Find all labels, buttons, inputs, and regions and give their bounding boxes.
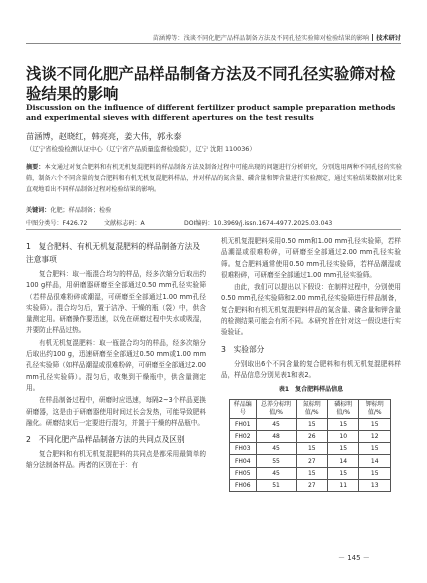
table-cell: 15 xyxy=(359,467,391,479)
paragraph: 在样品制备过程中，研磨时应迅速，每隔2~3个样品更换研磨器，这是由于研磨器使用时间过长会发热，可能导致肥料融化。研磨结束后一定要进行混匀，并置于干燥的样品瓶中。 xyxy=(26,396,206,427)
table-cell: 15 xyxy=(296,418,327,430)
document-code: 文献标志码：A xyxy=(104,220,145,227)
article-meta xyxy=(26,218,332,227)
affiliation: （辽宁省检验检测认证中心（辽宁省产品质量监督检验院），辽宁 沈阳 110036） xyxy=(26,145,256,153)
table-cell: 45 xyxy=(256,467,296,479)
abstract-text: 本文通过对复合肥料和有机无机复混肥料的样品制备方法及制备过程中可能出现的问题进行分析研究，分别选用两种不同孔径的实验筛，制备六个不同含量的复合肥料和有机无机复混肥料样品，并对样品的氮含量、磷含量和钾含量进行实验测定，通过实验结果数据对比来直观地看出不同样品制备过程对检验结果的影响。 xyxy=(26,164,403,193)
table-cell: 55 xyxy=(256,455,296,467)
running-head-text: 苗涵博等：浅谈不同化肥产品样品制备方法及不同孔径实验筛对检验结果的影响 xyxy=(152,35,370,42)
table-cell: 51 xyxy=(256,480,296,492)
abstract xyxy=(26,163,402,195)
table-cell: 15 xyxy=(359,443,391,455)
paragraph: 复合肥料：取一瓶混合均匀的样品，经多次缩分后取出约100 g样品，用研磨器研磨至全部通过0.50 mm孔径实验筛（若样品很难粉碎或潮湿，可研磨至全部通过1.00 mm孔径实验筛）。混合均匀后，置于洁净、干燥的瓶（袋）中，供含量测定用。研磨操作要迅速，以免在研磨过程中失水或吸湿，并要防止样品过热。 xyxy=(26,270,206,335)
keywords-label: 关键词： xyxy=(26,207,51,214)
table-cell: 45 xyxy=(256,443,296,455)
paragraph: 机无机复混肥料采用0.50 mm和1.00 mm孔径实验筛，若样品潮湿或很难粉碎，可研磨至全部通过2.00 mm孔径实验筛。复合肥料通常使用0.50 mm孔径实验筛，若样品潮湿或很难粉碎，可研磨至全部通过1.00 mm孔径实验筛。 xyxy=(221,237,401,279)
table-cell: 48 xyxy=(256,430,296,442)
table-row xyxy=(230,430,391,442)
table-cell: FH04 xyxy=(230,455,257,467)
table-cell: FH01 xyxy=(230,418,257,430)
table-row xyxy=(230,418,391,430)
table-cell: FH06 xyxy=(230,480,257,492)
header-rule xyxy=(26,43,401,44)
running-head-column: 技术研讨 xyxy=(376,35,401,42)
page-number: － 145 － xyxy=(338,554,370,562)
table-cell: 10 xyxy=(328,430,359,442)
author-list: 苗涵博，赵晓红，韩亮亮，姜大伟，郭永泰 xyxy=(26,131,182,141)
section-heading-1: 1 复合肥料、有机无机复混肥料的样品制备方法及注意事项 xyxy=(26,242,201,264)
table-cell: 11 xyxy=(328,480,359,492)
clc-number: 中图分类号：F426.72 xyxy=(26,220,88,227)
running-head-divider xyxy=(372,34,373,41)
table-cell: 14 xyxy=(359,455,391,467)
table-cell: FH02 xyxy=(230,430,257,442)
table-cell: 15 xyxy=(328,467,359,479)
table-caption: 表1 复合肥料样品信息 xyxy=(278,386,344,394)
title-chinese: 浅谈不同化肥产品样品制备方法及不同孔径实验筛对检验结果的影响 xyxy=(26,65,396,103)
abstract-label: 摘要： xyxy=(26,164,45,171)
table-cell: 15 xyxy=(328,418,359,430)
table-cell: FH05 xyxy=(230,467,257,479)
doi: DOI编码：10.3969/j.issn.1674-4977.2025.03.043 xyxy=(184,220,333,227)
table-cell: 15 xyxy=(328,443,359,455)
paragraph: 由此，我们可以提出以下假设：在制样过程中，分别使用0.50 mm孔径实验筛和2.00 mm孔径实验筛进行样品制备，复合肥料和有机无机复混肥料样品的氮含量、磷含量和钾含量的检测结果可能会有所不同。本研究旨在针对这一假设进行实验验证。 xyxy=(221,283,401,337)
table-row xyxy=(230,467,391,479)
table-header-row xyxy=(230,399,391,418)
table-row xyxy=(230,443,391,455)
table-cell: 15 xyxy=(296,443,327,455)
meta-rule xyxy=(26,229,401,230)
table-row xyxy=(230,455,391,467)
keywords xyxy=(26,205,111,214)
table-cell: FH03 xyxy=(230,443,257,455)
table-header-cell: 总养分标明值/% xyxy=(256,399,296,418)
table-cell: 12 xyxy=(359,430,391,442)
table-cell: 15 xyxy=(296,467,327,479)
paragraph: 复合肥料和有机无机复混肥料的共同点是都采用最简单的缩分法制备样品。两者的区别在于：有 xyxy=(26,450,206,470)
running-head xyxy=(153,33,401,42)
table-cell: 27 xyxy=(296,455,327,467)
keywords-text: 化肥；样品制备；检验 xyxy=(50,207,112,214)
table-cell: 14 xyxy=(328,455,359,467)
sample-info-table xyxy=(229,399,391,493)
table-cell: 27 xyxy=(296,480,327,492)
table-header-cell: 钾标明值/% xyxy=(359,399,391,418)
section-heading-2: 2 不同化肥产品样品制备方法的共同点及区别 xyxy=(26,435,185,445)
title-english: Discussion on the influence of different fertilizer product sample preparation methods and experimental sieves with different apertures on the test results xyxy=(26,103,396,122)
right-column xyxy=(221,236,401,492)
table-cell: 15 xyxy=(359,418,391,430)
section-heading-3: 3 实验部分 xyxy=(221,344,265,354)
left-column xyxy=(26,236,206,473)
table-header-cell: 磷标明值/% xyxy=(328,399,359,418)
table-cell: 26 xyxy=(296,430,327,442)
table-row xyxy=(230,480,391,492)
table-header-cell: 氮标明值/% xyxy=(296,399,327,418)
paragraph: 有机无机复混肥料：取一瓶混合均匀的样品，经多次缩分后取出约100 g，迅速研磨至全部通过0.50 mm或1.00 mm孔径实验筛（如样品潮湿或很难粉碎，可研磨至全部通过2.00 mm孔径实验筛）。混匀后，收集到干燥瓶中，供含量测定用。 xyxy=(26,338,206,392)
table-cell: 45 xyxy=(256,418,296,430)
table-cell: 13 xyxy=(359,480,391,492)
table-header-cell: 样品编号 xyxy=(230,399,257,418)
paragraph: 分别取出6个不同含量的复合肥料和有机无机复混肥料样品，样品信息分别见表1和表2。 xyxy=(221,359,401,379)
